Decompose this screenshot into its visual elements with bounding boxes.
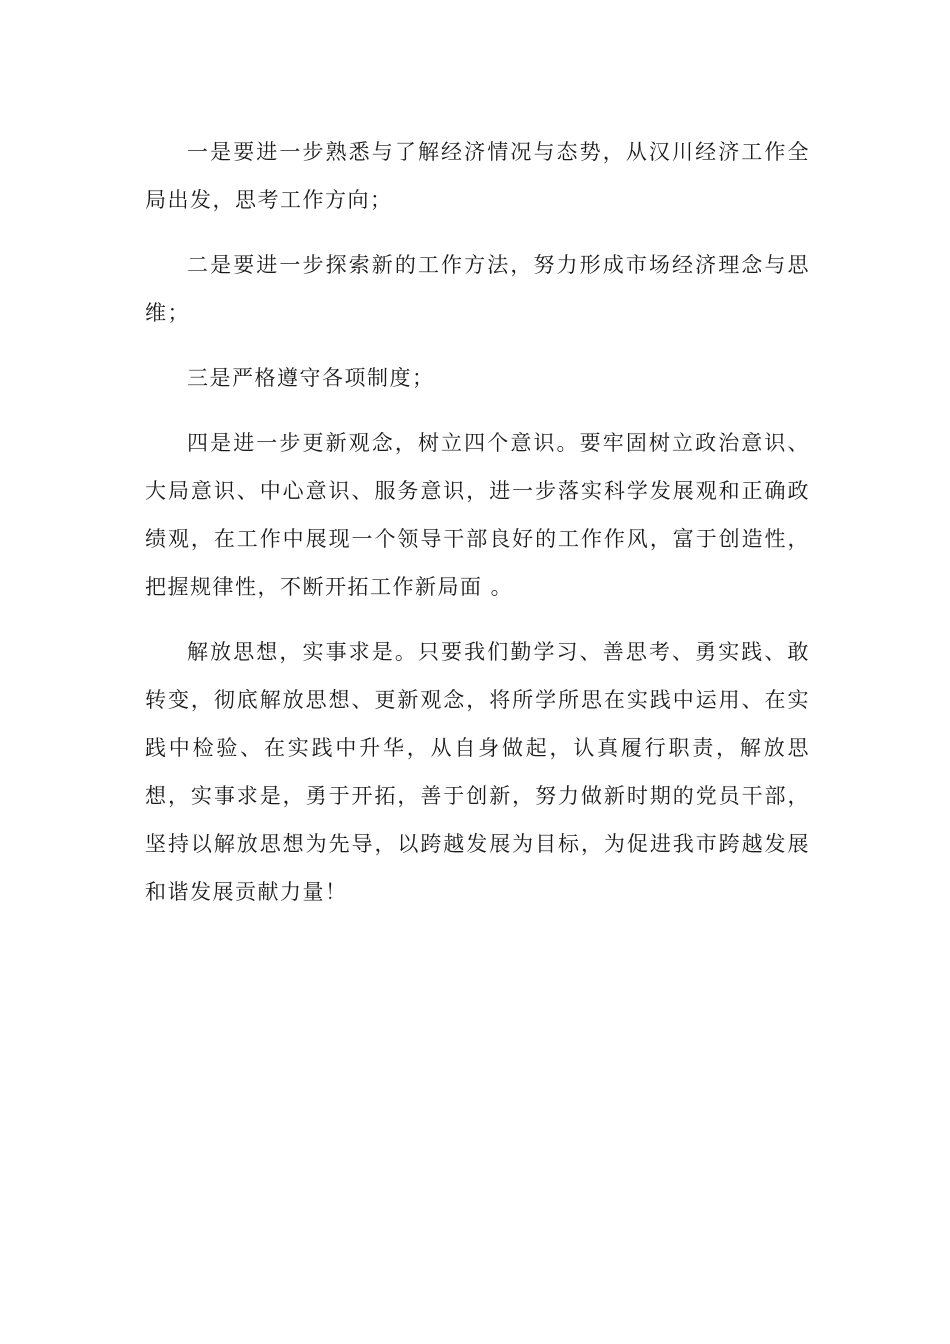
paragraph-1: 一是要进一步熟悉与了解经济情况与态势，从汉川经济工作全局出发，思考工作方向； xyxy=(145,140,810,212)
document-body xyxy=(145,128,810,933)
paragraph-4: 四是进一步更新观念，树立四个意识。要牢固树立政治意识、大局意识、中心意识、服务意识，进一步落实科学发展观和正确政绩观，在工作中展现一个领导干部良好的工作作风，富于创造性，把握规律性，不断开拓工作新局面 。 xyxy=(145,431,810,599)
paragraph-2: 二是要进一步探索新的工作方法，努力形成市场经济理念与思维； xyxy=(145,253,810,325)
paragraph-5: 解放思想，实事求是。只要我们勤学习、善思考、勇实践、敢转变，彻底解放思想、更新观念，将所学所思在实践中运用、在实践中检验、在实践中升华，从自身做起，认真履行职责，解放思想，实事求是，勇于开拓，善于创新，努力做新时期的党员干部，坚持以解放思想为先导，以跨越发展为目标，为促进我市跨越发展和谐发展贡献力量！ xyxy=(145,640,810,904)
paragraph-3: 三是严格遵守各项制度； xyxy=(187,366,435,390)
